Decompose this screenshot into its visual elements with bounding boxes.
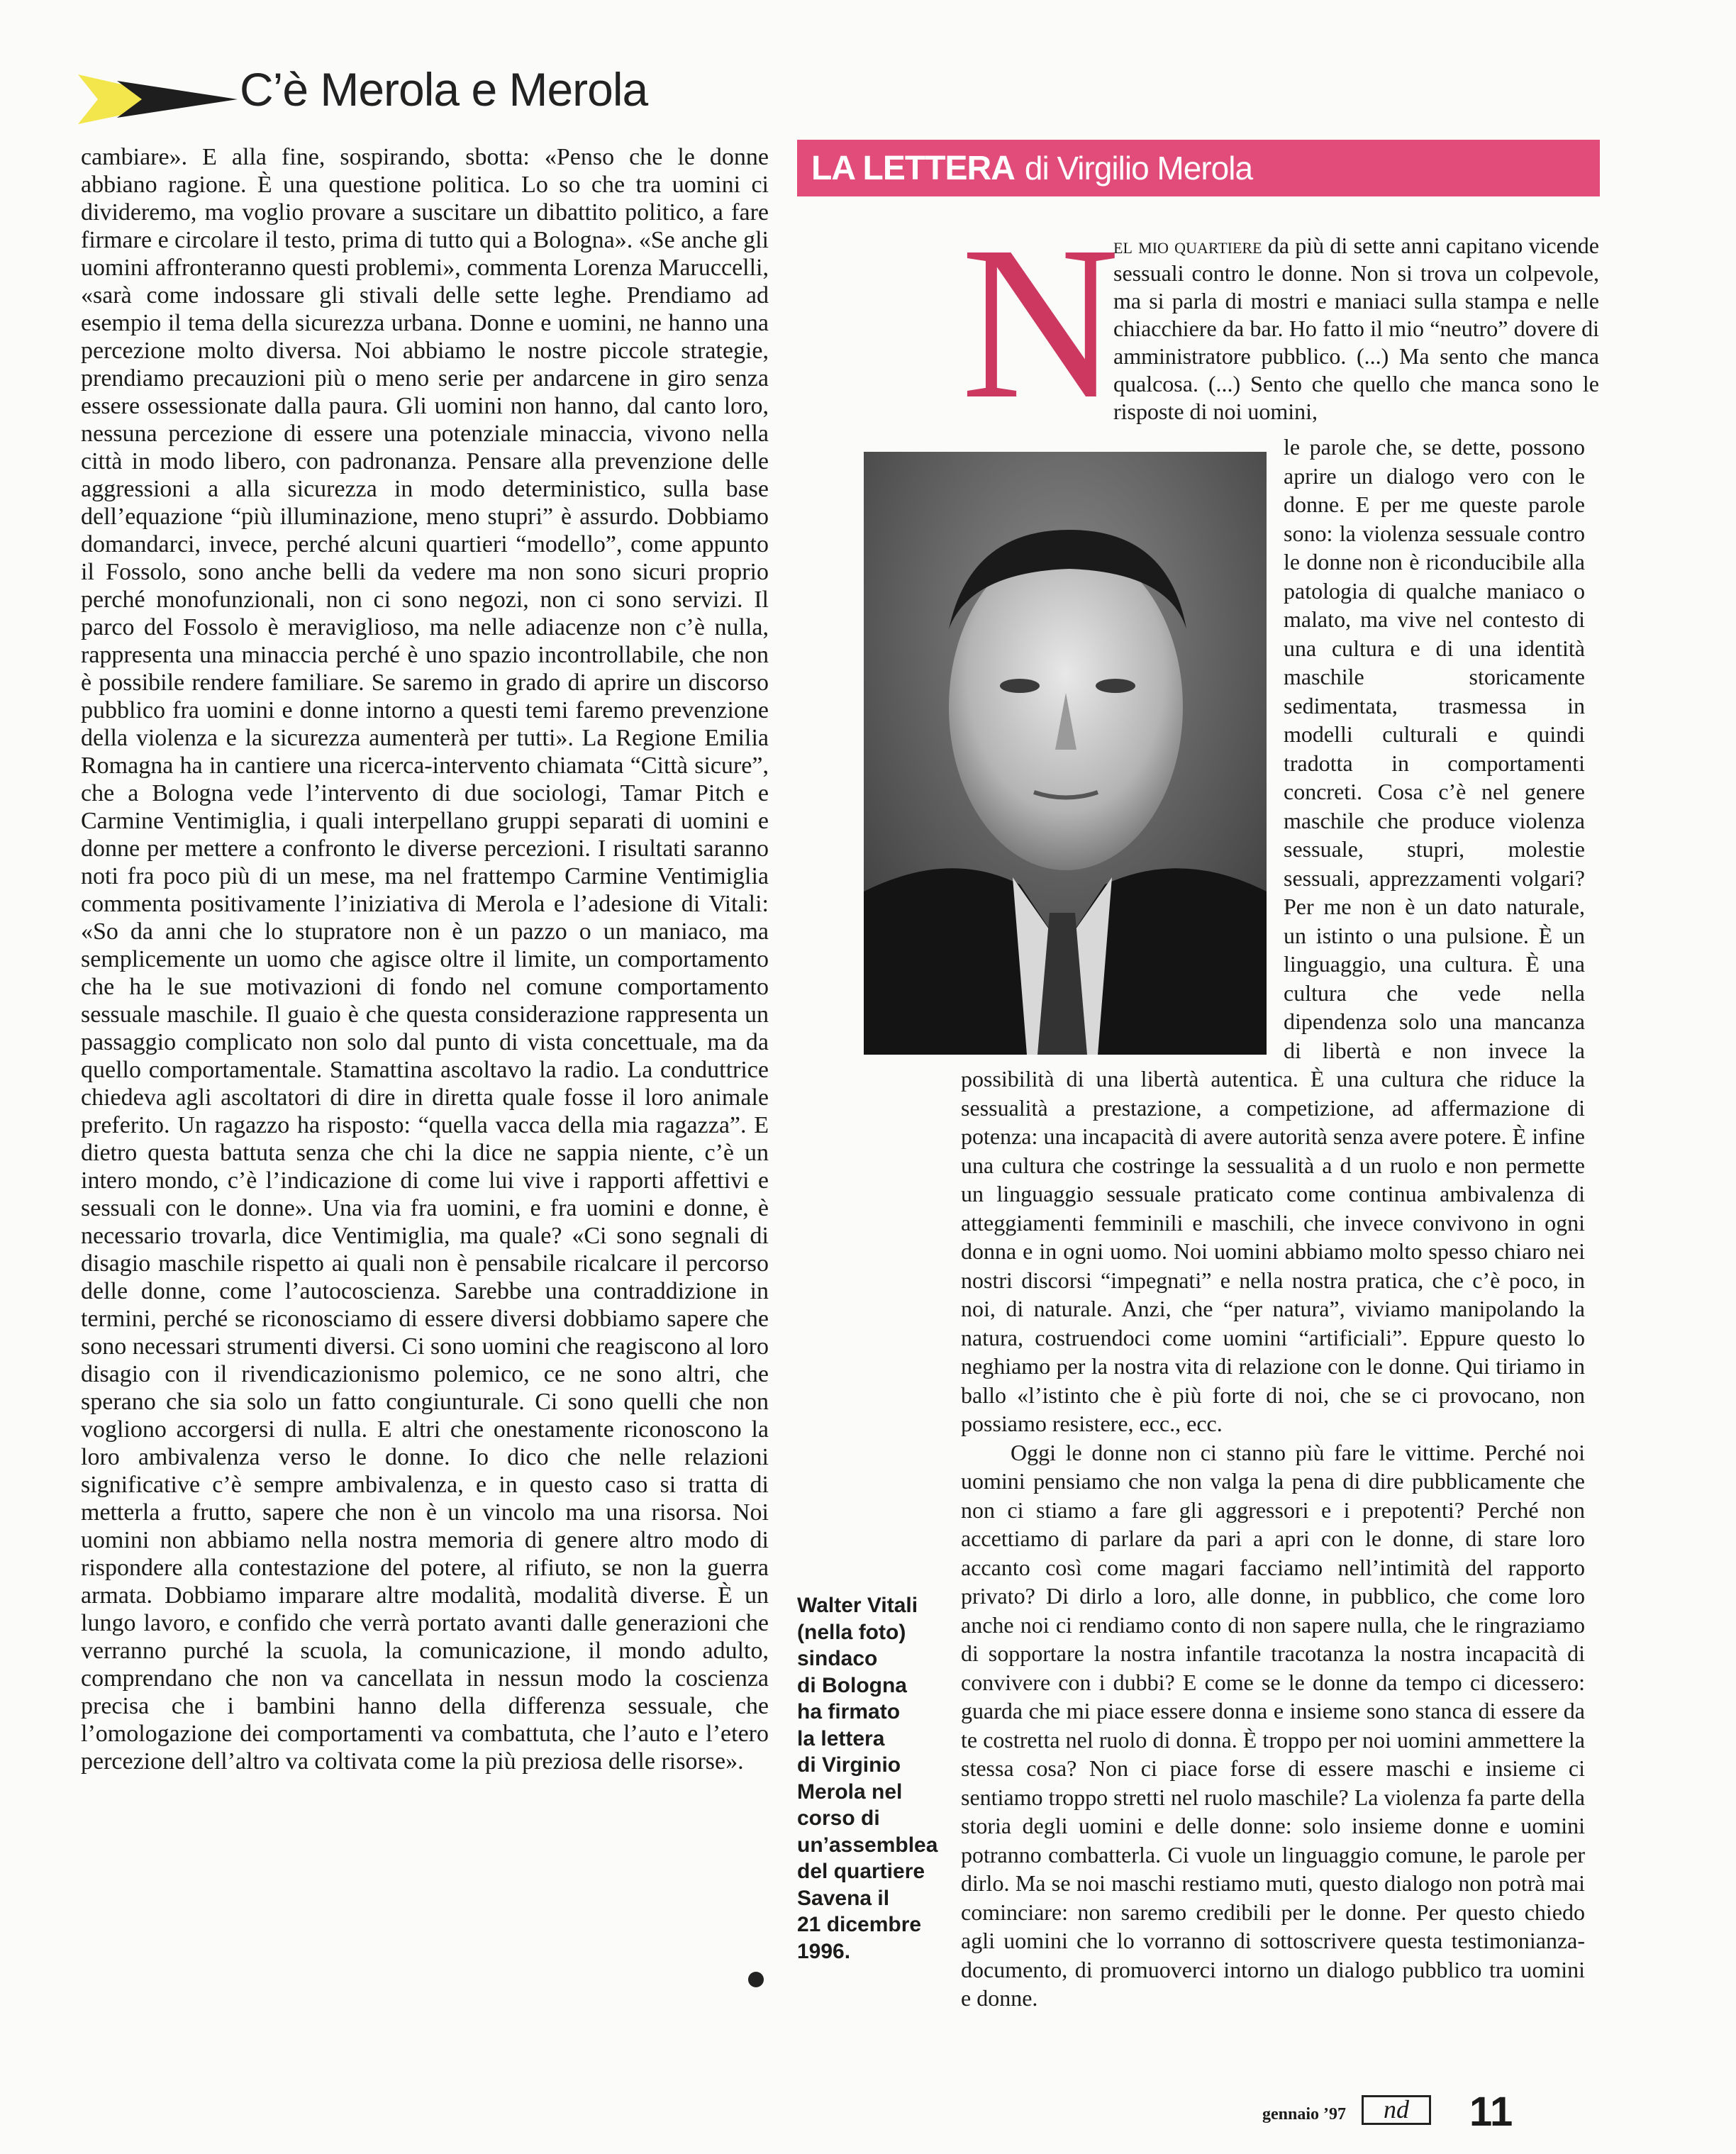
caption-line: 21 dicembre <box>797 1913 922 1936</box>
left-column <box>81 143 769 2002</box>
end-mark-icon <box>748 1972 764 1987</box>
intro-body: da più di sette anni capitano vicende sessuali contro le donne. Non si trova un colpevole, ma si parla di mostri e maniaci sulla stampa e nelle chiacchiere da bar. Ho fatto il mio “neutro” dovere di amministratore pubblico. (...) Ma sento che manca qualcosa. (...) Sento che quello che manca sono le risposte di noi uomini, <box>1113 233 1600 424</box>
caption-line: di Bologna <box>797 1673 907 1697</box>
photo-spacer <box>952 433 1269 1039</box>
caption-line: corso di <box>797 1806 880 1830</box>
banner-author: di Virgilio Merola <box>1024 150 1253 187</box>
letter-intro-text <box>1113 232 1599 426</box>
letter-banner <box>797 140 1600 196</box>
caption-line: Savena il <box>797 1886 890 1910</box>
magazine-logo: nd <box>1362 2095 1431 2125</box>
caption-line: la lettera <box>797 1726 885 1750</box>
left-column-text: cambiare». E alla fine, sospirando, sbotta: «Penso che le donne abbiano ragione. È una questione politica. Lo so che tra uomini ci divideremo, ma voglio provare a suscitare un dibattito politico, a fare firmare e circolare il testo, prima di tutto qui a Bologna». «Se anche gli uomini affronteranno questi problemi», commenta Lorenza Maruccelli, «sarà come indossare gli stivali delle sette leghe. Prendiamo ad esempio il tema della sicurezza urbana. Donne e uomini, ne hanno una percezione molto diversa. Noi abbiamo le nostre piccole strategie, prendiamo precauzioni più o meno serie per andarcene in giro senza essere ossessionate dalla paura. Gli uomini non hanno, dal canto loro, nessuna percezione di essere una potenziale minaccia, vivono nella città in modo libero, con padronanza. Pensare alla prevenzione delle aggressioni a alla sicurezza in modo deterministico, sulla base dell’equazione “più illuminazione, meno stupri” è assurdo. Dobbiamo domandarci, invece, perché alcuni quartieri “modello”, come appunto il Fossolo, sono anche belli da vedere ma non sono sicuri proprio perché monofunzionali, non ci sono negozi, non ci sono servizi. Il parco del Fossolo è meraviglioso, ma nelle adiacenze non c’è nulla, rappresenta una minaccia perché è uno spazio incontrollabile, che non è possibile rendere familiare. Se saremo in grado di aprire un discorso pubblico fra uomini e donne intorno a questi temi faremo prevenzione della violenza e la sicurezza aumenterà per tutti». La Regione Emilia Romagna ha in cantiere una ricerca-intervento chiamata “Città sicure”, che a Bologna vede l’intervento di due sociologi, Tamar Pitch e Carmine Ventimiglia, i quali interpellano gruppi separati di uomini e donne per mettere a confronto le diverse percezioni. I risultati saranno noti fra poco più di un mese, ma nel frattempo Carmine Ventimiglia commenta positivamente l’iniziativa di Merola e l’adesione di Vitali: «So da anni che lo stupratore non è un pazzo o un maniaco, ma semplicemente un uomo che agisce oltre il limite, un comportamento che ha le sue motivazioni di fondo nel comune comportamento sessuale maschile. Il guaio è che questa considerazione rappresenta un passaggio complicato non solo dal punto di vista concettuale, ma da quello comportamentale. Stamattina ascoltavo la radio. La conduttrice chiedeva agli ascoltatori di dire in diretta quale fosse il loro animale preferito. Un ragazzo ha risposto: “quella vacca della mia ragazza”. E dietro questa battuta senza che chi la dice ne sappia niente, c’è un intero mondo, c’è l’indicazione di come lui vive i rapporti affettivi e sessuali con le donne». Una via fra uomini, e fra uomini e donne, è necessario trovarla, dice Ventimiglia, ma quale? «Ci sono segnali di disagio maschile rispetto ai quali non è pensabile ricalcare il percorso delle donne, come l’autocoscienza. Sarebbe una contraddizione in termini, perché se riconosciamo di essere diversi dobbiamo sapere che sono necessari strumenti diversi. Ci sono uomini che reagiscono al loro disagio con il rivendicazionismo polemico, ce ne sono altri, che sperano che sia solo un fatto congiunturale. Ci sono quelli che non vogliono accorgersi di nulla. E altri che onestamente riconoscono la loro ambivalenza verso le donne. Io dico che nelle relazioni significative c’è sempre ambivalenza, e in questo caso si tratta di metterla a frutto, sapere che non è un vincolo ma una risorsa. Noi uomini non abbiamo nella nostra memoria di genere altro modo di rispondere alla contestazione del potere, al rifiuto, se non la guerra armata. Dobbiamo imparare altre modalità, modalità diverse. È un lungo lavoro, e confido che verrà portato avanti dalle generazioni che verranno purché la scuola, la comunicazione, il mondo adulto, comprendano che non va cancellata in nessun modo la coscienza precisa che i bambini hanno della differenza sessuale, che l’omologazione dei comportamenti va combattuta, che l’auto e l’etero percezione dell’altro va coltivata come la più preziosa delle risorse». <box>81 144 769 1775</box>
caption-line: 1996. <box>797 1939 851 1963</box>
footer-date: gennaio ’97 <box>1262 2105 1347 2124</box>
letter-paragraph-1: le parole che, se dette, possono aprire un dialogo vero con le donne. E per me queste parole sono: la violenza sessuale contro le donne non è riconducibile alla patologia di qualche maniaco o malato, ma vive nel contesto di una cultura e di una identità maschile storicamente sedimentata, trasmessa in modelli culturali e quindi tradotta in comportamenti concreti. Cosa c’è nel genere maschile che produce violenza sessuale, stupri, molestie sessuali, apprezzamenti volgari? Per me non è un dato naturale, un istinto o una pulsione. È un linguaggio, una cultura. È una cultura che vede nella dipendenza solo una mancanza di libertà e non invece la possibilità di una libertà autentica. È una cultura che riduce la sessualità a prestazione, a competizione, ad affermazione di potenza: una incapacità di avere autorità senza avere potere. È infine una cultura che costringe la sessualità a d un ruolo e non permette un linguaggio sessuale praticato come continua ambivalenza di atteggiamenti femminili e maschili, che invece convivono in ogni donna e in ogni uomo. Noi uomini abbiamo molto spesso chiaro nei nostri discorsi “impegnati” e nella nostra pratica, che c’è poco, in noi, di naturale. Anzi, che “per natura”, viviamo manipolando la natura, costruendoci come uomini “artificiali”. Eppure questo lo neghiamo per la nostra vita di relazione con le donne. Qui tiriamo in ballo «l’istinto che è più forte di noi, che se ci provocano, non possiamo resistere, ecc., ecc. <box>961 434 1585 1436</box>
drop-cap: N <box>961 201 1120 445</box>
caption-line: Walter Vitali <box>797 1594 918 1617</box>
caption-line: di Virginio <box>797 1753 901 1777</box>
page-number: 11 <box>1469 2089 1513 2135</box>
section-title: C’è Merola e Merola <box>240 63 648 116</box>
caption-line: Merola nel <box>797 1780 903 1804</box>
caption-line: ha firmato <box>797 1700 901 1723</box>
section-arrow-icon <box>78 71 241 128</box>
caption-line: del quartiere <box>797 1860 925 1883</box>
photo-caption <box>797 1592 946 1965</box>
letter-intro <box>961 201 1600 450</box>
caption-line: (nella foto) <box>797 1620 906 1644</box>
caption-line: un’assemblea <box>797 1833 938 1857</box>
lead-in: el mio quartiere <box>1113 233 1262 258</box>
letter-body <box>961 433 1585 2011</box>
caption-line: sindaco <box>797 1647 878 1670</box>
banner-label: LA LETTERA <box>811 150 1015 187</box>
letter-paragraph-2: Oggi le donne non ci stanno più fare le vittime. Perché noi uomini pensiamo che non valga la pena di dire pubblicamente che non ci stiamo a fare gli aggressori e i prepotenti? Perché non accettiamo di parlare da pari a apri con le donne, di stare loro accanto così come magari facciamo nell’intimità del rapporto privato? Di dirlo a loro, alle donne, in pubblico, che come loro anche noi ci rendiamo conto di non sapere nulla, che le ringraziamo di sopportare la nostra infantile tracotanza la nostra incapacità di convivere con i dubbi? E come se le donne da tempo ci dicessero: guarda che mi piace essere donna e insieme sono stanca di essere da te costretta nel ruolo di donna. È troppo per noi uomini ammettere la stessa cosa? Non ci piace forse di essere maschi e insieme ci sentiamo troppo stretti nel ruolo maschile? La violenza fa parte della storia degli uomini e delle donne: solo insieme donne e uomini potranno combatterla. Ci vuole un linguaggio comune, le parole per dirlo. Ma se noi maschi restiamo muti, questo dialogo non potrà mai cominciare: non saremo credibili per le donne. Per questo chiedo agli uomini che lo vorranno di sottoscrivere questa testimonianza-documento, di promuoverci intorno un dialogo pubblico tra uomini e donne. <box>961 1439 1585 2011</box>
